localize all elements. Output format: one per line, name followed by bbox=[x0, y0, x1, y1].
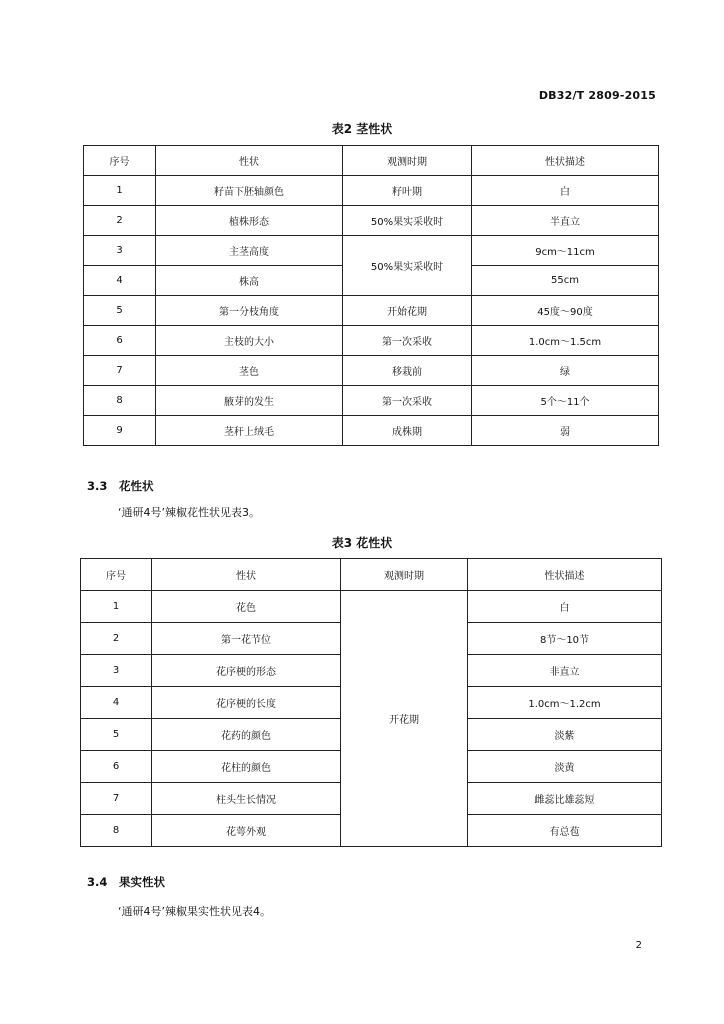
section-3-4-text: ‘通研4号’辣椒果实性状见表4。 bbox=[118, 905, 271, 918]
table-row bbox=[84, 206, 659, 236]
table-row bbox=[84, 236, 659, 266]
table3-header-desc: 性状描述 bbox=[468, 559, 662, 591]
section-3-4-title: 果实性状 bbox=[119, 875, 165, 889]
section-3-4-heading bbox=[87, 874, 165, 890]
table2-header-trait: 性状 bbox=[156, 146, 343, 176]
row-period: 成株期 bbox=[343, 416, 472, 446]
row-period: 移栽前 bbox=[343, 356, 472, 386]
table2-header-row bbox=[84, 146, 659, 176]
row-no: 4 bbox=[81, 687, 152, 719]
row-period: 第一次采收 bbox=[343, 386, 472, 416]
row-trait: 花序梗的长度 bbox=[152, 687, 341, 719]
table-row bbox=[84, 356, 659, 386]
row-trait: 腋芽的发生 bbox=[156, 386, 343, 416]
row-trait: 花药的颜色 bbox=[152, 719, 341, 751]
section-3-3-title: 花性状 bbox=[119, 479, 154, 493]
row-desc: 5个～11个 bbox=[472, 386, 659, 416]
row-trait: 茎秆上绒毛 bbox=[156, 416, 343, 446]
row-no: 6 bbox=[84, 326, 156, 356]
row-no: 2 bbox=[81, 623, 152, 655]
row-desc: 1.0cm～1.2cm bbox=[468, 687, 662, 719]
table-row bbox=[84, 296, 659, 326]
row-no: 6 bbox=[81, 751, 152, 783]
row-desc: 有总苞 bbox=[468, 815, 662, 847]
table-row bbox=[84, 416, 659, 446]
row-trait: 籽苗下胚轴颜色 bbox=[156, 176, 343, 206]
row-no: 4 bbox=[84, 266, 156, 296]
table-row bbox=[84, 386, 659, 416]
row-no: 5 bbox=[81, 719, 152, 751]
table-row bbox=[81, 591, 662, 623]
row-desc: 9cm～11cm bbox=[472, 236, 659, 266]
row-desc: 45度～90度 bbox=[472, 296, 659, 326]
section-3-3-heading bbox=[87, 478, 154, 494]
row-period: 50%果实采收时 bbox=[343, 206, 472, 236]
row-no: 8 bbox=[81, 815, 152, 847]
row-no: 3 bbox=[84, 236, 156, 266]
row-trait: 植株形态 bbox=[156, 206, 343, 236]
row-trait: 花柱的颜色 bbox=[152, 751, 341, 783]
row-desc: 弱 bbox=[472, 416, 659, 446]
row-desc: 55cm bbox=[472, 266, 659, 296]
table2-header-desc: 性状描述 bbox=[472, 146, 659, 176]
row-no: 8 bbox=[84, 386, 156, 416]
row-trait: 主茎高度 bbox=[156, 236, 343, 266]
row-trait: 第一分枝角度 bbox=[156, 296, 343, 326]
table2 bbox=[83, 145, 659, 446]
standard-code: DB32/T 2809-2015 bbox=[538, 89, 656, 102]
table3-period-merged: 开花期 bbox=[341, 591, 468, 847]
table-row bbox=[84, 176, 659, 206]
row-trait: 株高 bbox=[156, 266, 343, 296]
row-trait: 主枝的大小 bbox=[156, 326, 343, 356]
row-desc: 白 bbox=[468, 591, 662, 623]
table3-header-period: 观测时期 bbox=[341, 559, 468, 591]
row-no: 7 bbox=[84, 356, 156, 386]
row-desc: 绿 bbox=[472, 356, 659, 386]
table3-header-row bbox=[81, 559, 662, 591]
row-trait: 柱头生长情况 bbox=[152, 783, 341, 815]
table2-header-no: 序号 bbox=[84, 146, 156, 176]
section-3-3-text: ‘通研4号’辣椒花性状见表3。 bbox=[118, 506, 260, 519]
table3-caption: 表3 花性状 bbox=[331, 536, 393, 550]
row-no: 7 bbox=[81, 783, 152, 815]
table2-caption: 表2 茎性状 bbox=[331, 122, 393, 136]
row-trait: 花序梗的形态 bbox=[152, 655, 341, 687]
row-trait: 花色 bbox=[152, 591, 341, 623]
row-trait: 茎色 bbox=[156, 356, 343, 386]
row-period-merged: 50%果实采收时 bbox=[343, 236, 472, 296]
row-desc: 1.0cm～1.5cm bbox=[472, 326, 659, 356]
section-3-4-number: 3.4 bbox=[87, 875, 108, 889]
row-desc: 白 bbox=[472, 176, 659, 206]
page-number: 2 bbox=[635, 940, 642, 951]
row-desc: 雌蕊比雄蕊短 bbox=[468, 783, 662, 815]
row-no: 2 bbox=[84, 206, 156, 236]
row-no: 1 bbox=[84, 176, 156, 206]
table2-header-period: 观测时期 bbox=[343, 146, 472, 176]
table-row bbox=[84, 326, 659, 356]
row-period: 籽叶期 bbox=[343, 176, 472, 206]
row-period: 第一次采收 bbox=[343, 326, 472, 356]
row-desc: 淡紫 bbox=[468, 719, 662, 751]
table3-header-trait: 性状 bbox=[152, 559, 341, 591]
table3 bbox=[80, 558, 662, 847]
row-no: 5 bbox=[84, 296, 156, 326]
row-no: 1 bbox=[81, 591, 152, 623]
row-desc: 淡黄 bbox=[468, 751, 662, 783]
row-no: 9 bbox=[84, 416, 156, 446]
row-trait: 花萼外观 bbox=[152, 815, 341, 847]
row-desc: 半直立 bbox=[472, 206, 659, 236]
row-trait: 第一花节位 bbox=[152, 623, 341, 655]
row-desc: 非直立 bbox=[468, 655, 662, 687]
section-3-3-number: 3.3 bbox=[87, 479, 108, 493]
row-period: 开始花期 bbox=[343, 296, 472, 326]
table3-header-no: 序号 bbox=[81, 559, 152, 591]
row-no: 3 bbox=[81, 655, 152, 687]
row-desc: 8节～10节 bbox=[468, 623, 662, 655]
